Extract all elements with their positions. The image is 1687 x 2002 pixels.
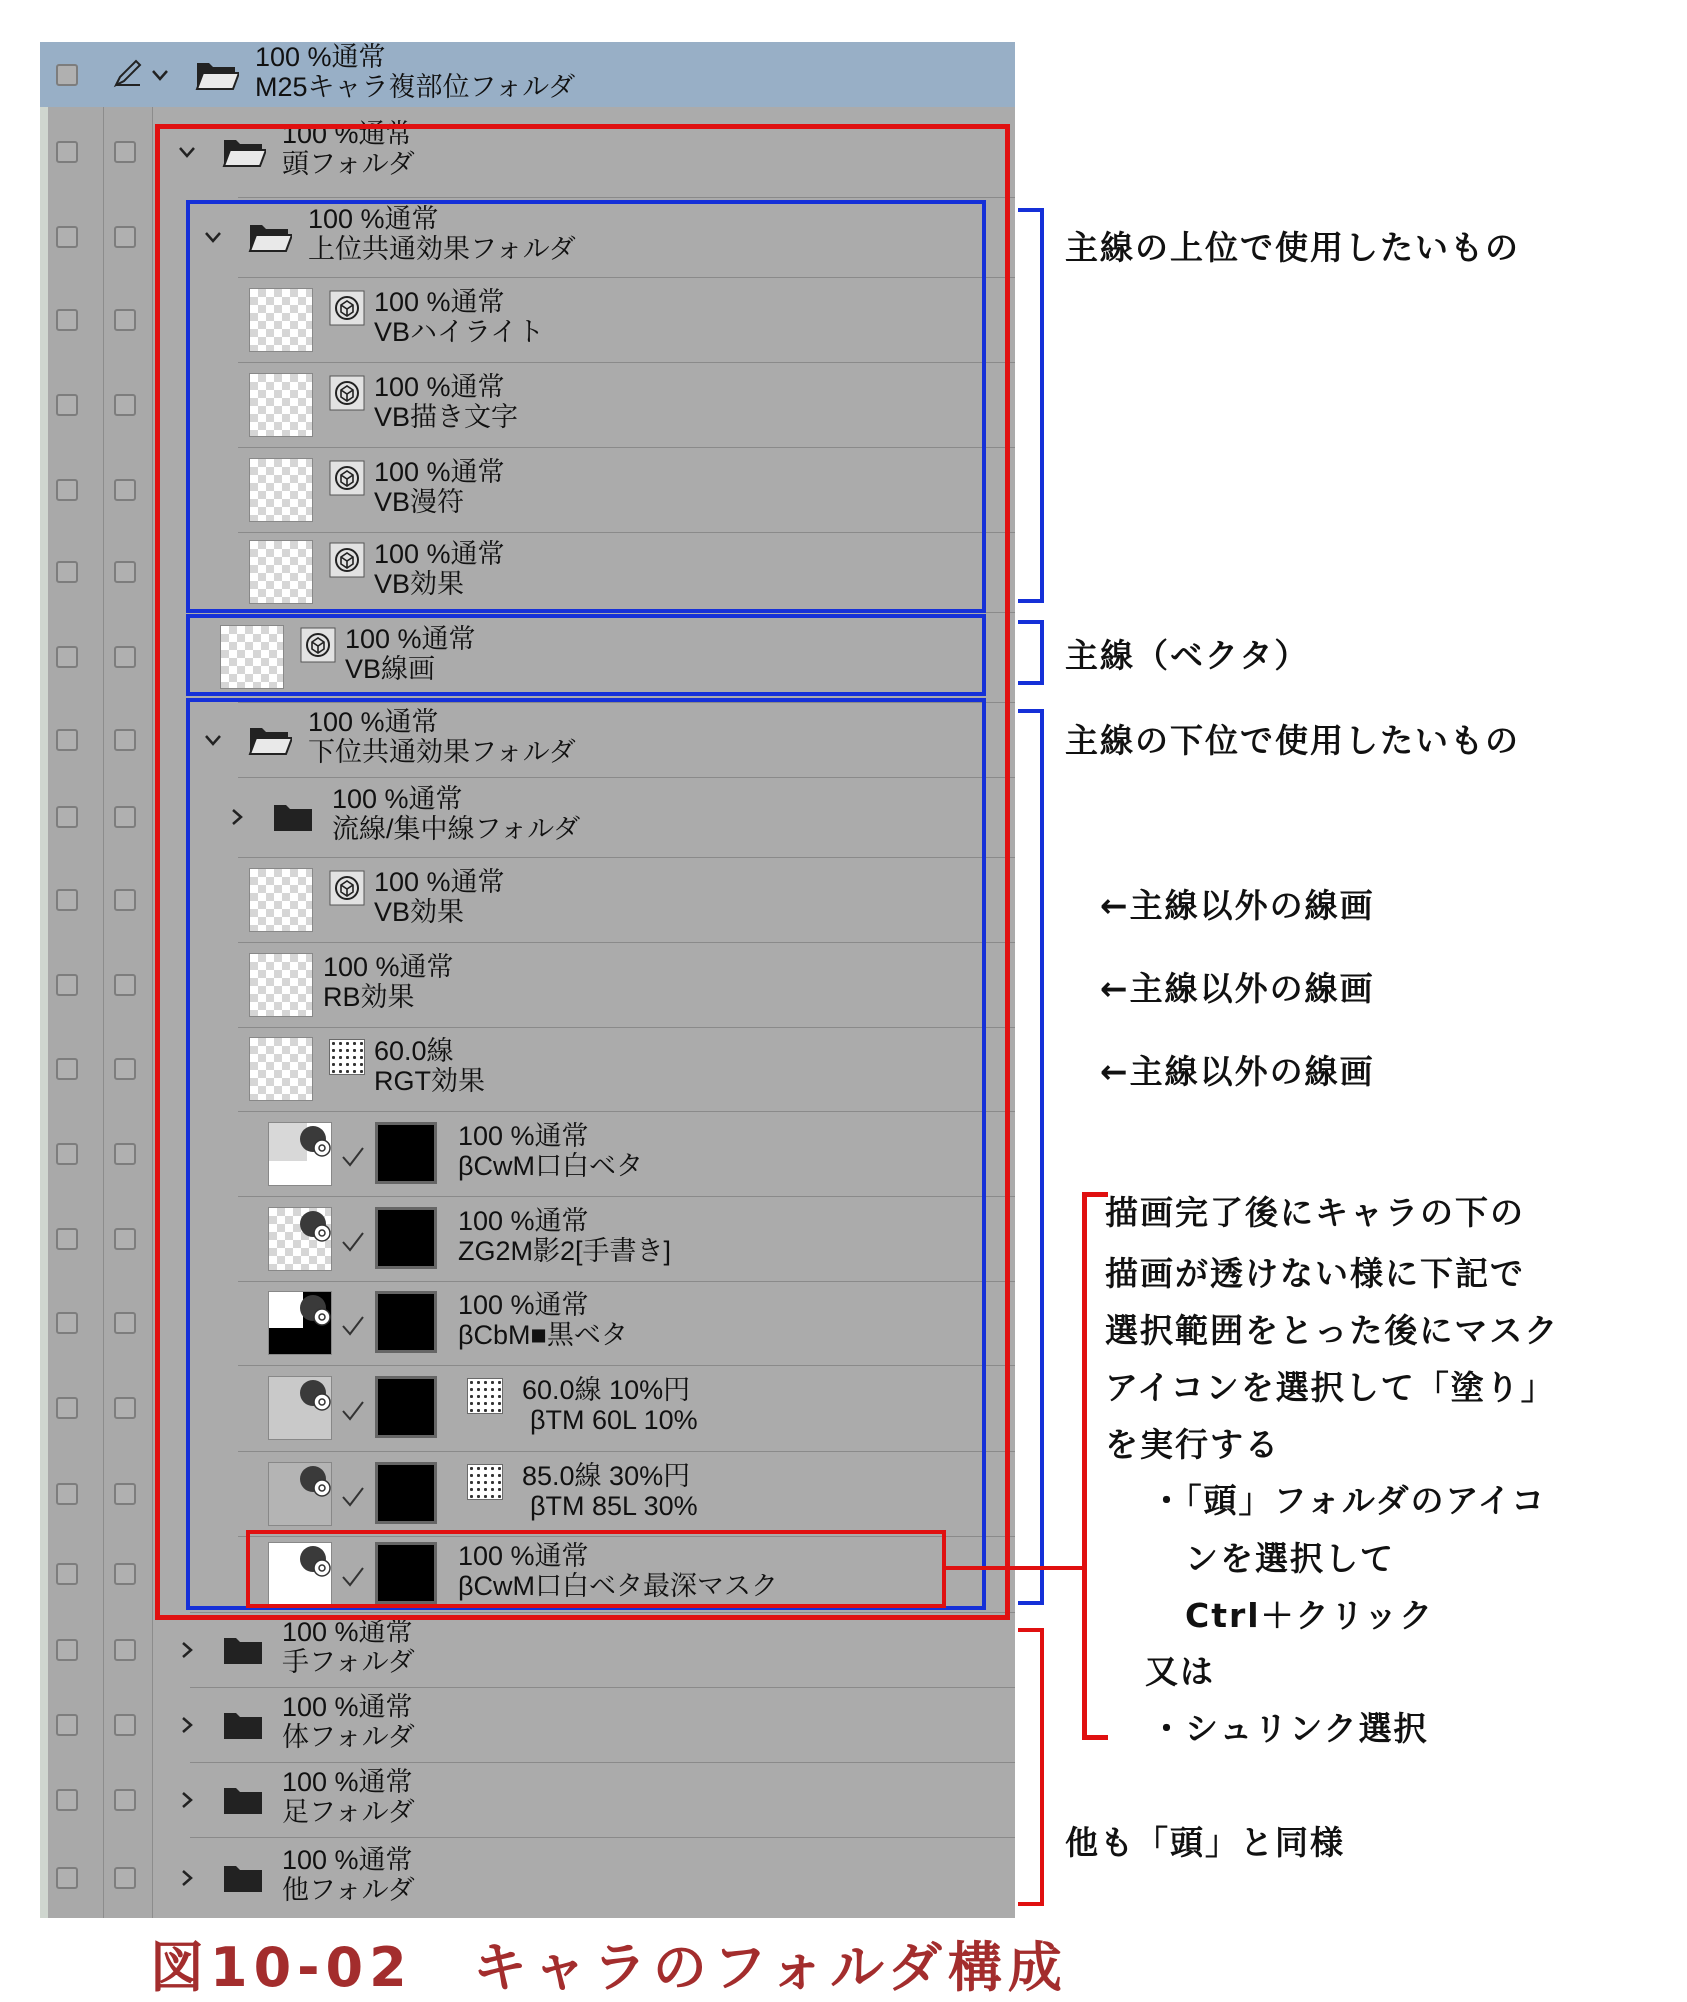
bracket-main: [1018, 620, 1044, 685]
layer-row[interactable]: [40, 42, 1015, 107]
visibility-toggle[interactable]: [56, 1867, 78, 1889]
visibility-toggle[interactable]: [56, 141, 78, 163]
folder-icon: [222, 1784, 266, 1816]
layer-name[interactable]: 体フォルダ: [282, 1721, 415, 1752]
layer-opacity-blend[interactable]: 100 %通常: [458, 1290, 589, 1320]
layer-opacity-blend[interactable]: 100 %通常: [374, 371, 505, 402]
row-divider: [190, 1837, 1015, 1838]
visibility-toggle[interactable]: [56, 1483, 78, 1505]
lock-toggle[interactable]: [114, 974, 136, 996]
bracket-lower: [1018, 709, 1044, 1605]
layer-name[interactable]: 足フォルダ: [282, 1796, 415, 1827]
chevron-right-icon[interactable]: [177, 1640, 197, 1660]
lock-toggle[interactable]: [114, 1058, 136, 1080]
lock-toggle[interactable]: [114, 646, 136, 668]
layer-opacity-blend[interactable]: 100 %通常: [282, 1766, 413, 1797]
layer-name[interactable]: VB効果: [374, 896, 465, 927]
main-line-highlight: [186, 614, 986, 696]
layer-opacity-blend[interactable]: 100 %通常: [282, 1691, 413, 1722]
annotation-non-main-3: ←主線以外の線画: [1100, 1052, 1375, 1091]
annotation-non-main-2: ←主線以外の線画: [1100, 969, 1375, 1008]
layer-opacity-blend[interactable]: 100 %通常: [255, 42, 386, 72]
lock-toggle[interactable]: [114, 1867, 136, 1889]
lower-group-highlight: [186, 698, 986, 1610]
visibility-toggle[interactable]: [56, 1058, 78, 1080]
upper-group-highlight: [186, 200, 986, 613]
layer-opacity-blend[interactable]: 100 %通常: [308, 204, 439, 234]
lock-toggle[interactable]: [114, 1483, 136, 1505]
visibility-toggle[interactable]: [56, 1563, 78, 1585]
layer-opacity-blend[interactable]: 85.0線 30%円: [522, 1460, 691, 1491]
layer-row[interactable]: [40, 1837, 1015, 1918]
layer-opacity-blend[interactable]: 100 %通常: [374, 539, 505, 569]
layer-opacity-blend[interactable]: 100 %通常: [458, 1541, 589, 1571]
layer-name[interactable]: 他フォルダ: [282, 1874, 415, 1905]
lock-toggle[interactable]: [114, 141, 136, 163]
lock-toggle[interactable]: [114, 561, 136, 583]
lock-toggle[interactable]: [114, 1563, 136, 1585]
annotation-mask-line-5: を実行する: [1105, 1425, 1280, 1464]
layer-name[interactable]: VB線画: [345, 654, 436, 684]
lock-toggle[interactable]: [114, 394, 136, 416]
layer-name[interactable]: 下位共通効果フォルダ: [308, 736, 576, 767]
annotation-mask-line-3: 選択範囲をとった後にマスク: [1105, 1311, 1560, 1350]
visibility-toggle[interactable]: [56, 561, 78, 583]
visibility-toggle[interactable]: [56, 974, 78, 996]
layer-name[interactable]: βTM 85L 30%: [530, 1490, 698, 1521]
annotation-mask-line-10: ・シュリンク選択: [1150, 1709, 1429, 1748]
lock-toggle[interactable]: [114, 889, 136, 911]
visibility-toggle[interactable]: [56, 1312, 78, 1334]
visibility-toggle[interactable]: [56, 646, 78, 668]
lock-toggle[interactable]: [114, 1143, 136, 1165]
annotation-mask-line-7: ンを選択して: [1150, 1539, 1395, 1578]
visibility-toggle[interactable]: [56, 309, 78, 331]
chevron-right-icon[interactable]: [177, 1790, 197, 1810]
layer-name[interactable]: VB効果: [374, 569, 465, 599]
layer-name[interactable]: 手フォルダ: [282, 1646, 415, 1677]
lock-toggle[interactable]: [114, 1312, 136, 1334]
visibility-toggle[interactable]: [56, 394, 78, 416]
visibility-toggle[interactable]: [56, 1789, 78, 1811]
lock-toggle[interactable]: [114, 309, 136, 331]
layer-opacity-blend[interactable]: 100 %通常: [282, 1844, 413, 1875]
visibility-toggle[interactable]: [56, 889, 78, 911]
figure-caption: 図10-02 キャラのフォルダ構成: [150, 1936, 1068, 1999]
visibility-toggle[interactable]: [56, 1228, 78, 1250]
annotation-others: 他も「頭」と同様: [1065, 1823, 1345, 1862]
layer-name[interactable]: βCbM■黒ベタ: [458, 1320, 628, 1350]
annotation-mask-line-2: 描画が透けない様に下記で: [1105, 1254, 1525, 1293]
bracket-others: [1018, 1628, 1044, 1906]
mask-connector-line: [944, 1566, 1084, 1570]
chevron-right-icon[interactable]: [177, 1868, 197, 1888]
lock-toggle[interactable]: [114, 1639, 136, 1661]
visibility-toggle[interactable]: [56, 479, 78, 501]
visibility-toggle[interactable]: [56, 1639, 78, 1661]
annotation-mask-line-1: 描画完了後にキャラの下の: [1105, 1193, 1525, 1232]
folder-icon: [222, 1862, 266, 1894]
layer-name[interactable]: VB漫符: [374, 486, 465, 517]
lock-toggle[interactable]: [114, 226, 136, 248]
layer-name[interactable]: VBハイライト: [374, 316, 545, 347]
deepest-mask-highlight: [246, 1530, 946, 1608]
layer-name[interactable]: βCwM口白ベタ: [458, 1150, 644, 1181]
layer-opacity-blend[interactable]: 100 %通常: [323, 951, 454, 982]
layer-name[interactable]: RGT効果: [374, 1066, 485, 1096]
annotation-mask-line-9: 又は: [1145, 1652, 1215, 1691]
visibility-toggle[interactable]: [56, 1714, 78, 1736]
lock-toggle[interactable]: [114, 479, 136, 501]
annotation-mask-line-8: Ctrl＋クリック: [1150, 1596, 1435, 1635]
layer-opacity-blend[interactable]: 100 %通常: [308, 706, 439, 737]
lock-toggle[interactable]: [114, 1397, 136, 1419]
layer-name[interactable]: RB効果: [323, 981, 415, 1012]
layer-name[interactable]: 上位共通効果フォルダ: [308, 234, 576, 264]
layer-name[interactable]: βCwM口白ベタ最深マスク: [458, 1571, 779, 1601]
folder-icon: [222, 1634, 266, 1666]
lock-toggle[interactable]: [114, 806, 136, 828]
layer-opacity-blend[interactable]: 100 %通常: [374, 456, 505, 487]
lock-toggle[interactable]: [114, 729, 136, 751]
chevron-down-icon[interactable]: [150, 65, 170, 85]
layer-opacity-blend[interactable]: 100 %通常: [374, 866, 505, 897]
annotation-mask-line-6: ・「頭」フォルダのアイコ: [1150, 1481, 1547, 1520]
layer-opacity-blend[interactable]: 100 %通常: [458, 1120, 589, 1151]
layer-name[interactable]: βTM 60L 10%: [530, 1405, 698, 1435]
layer-opacity-blend[interactable]: 60.0線: [374, 1036, 454, 1066]
lock-toggle[interactable]: [114, 1789, 136, 1811]
layer-opacity-blend[interactable]: 100 %通常: [458, 1205, 589, 1236]
layer-opacity-blend[interactable]: 100 %通常: [374, 286, 505, 317]
row-divider: [190, 1762, 1015, 1763]
annotation-main: 主線（ベクタ）: [1065, 636, 1310, 675]
layer-name[interactable]: 頭フォルダ: [282, 149, 415, 179]
layer-name[interactable]: ZG2M影2[手書き]: [458, 1235, 672, 1266]
chevron-right-icon[interactable]: [177, 1715, 197, 1735]
layer-opacity-blend[interactable]: 100 %通常: [282, 1616, 413, 1647]
annotation-upper: 主線の上位で使用したいもの: [1065, 228, 1520, 267]
pen-icon[interactable]: [112, 59, 142, 89]
annotation-mask-line-4: アイコンを選択して「塗り」: [1105, 1368, 1556, 1407]
layer-opacity-blend[interactable]: 100 %通常: [332, 784, 463, 814]
annotation-non-main-1: ←主線以外の線画: [1100, 886, 1375, 925]
annotation-lower: 主線の下位で使用したいもの: [1065, 721, 1520, 760]
visibility-toggle[interactable]: [56, 729, 78, 751]
layer-row[interactable]: [40, 1687, 1015, 1762]
visibility-toggle[interactable]: [56, 226, 78, 248]
layer-name[interactable]: M25キャラ複部位フォルダ: [255, 71, 576, 102]
layer-row[interactable]: [40, 1762, 1015, 1837]
visibility-toggle[interactable]: [56, 1143, 78, 1165]
folder-icon: [222, 1709, 266, 1741]
layer-name[interactable]: VB描き文字: [374, 401, 519, 432]
folder-icon: [195, 59, 239, 91]
row-divider: [190, 1687, 1015, 1688]
lock-toggle[interactable]: [114, 1714, 136, 1736]
visibility-toggle[interactable]: [56, 64, 78, 86]
visibility-toggle[interactable]: [56, 806, 78, 828]
layer-opacity-blend[interactable]: 100 %通常: [282, 119, 413, 149]
visibility-toggle[interactable]: [56, 1397, 78, 1419]
layer-opacity-blend[interactable]: 60.0線 10%円: [522, 1375, 691, 1405]
layer-row[interactable]: [40, 1612, 1015, 1687]
lock-toggle[interactable]: [114, 1228, 136, 1250]
bracket-upper: [1018, 208, 1044, 603]
layer-name[interactable]: 流線/集中線フォルダ: [332, 814, 581, 844]
layer-opacity-blend[interactable]: 100 %通常: [345, 624, 476, 654]
